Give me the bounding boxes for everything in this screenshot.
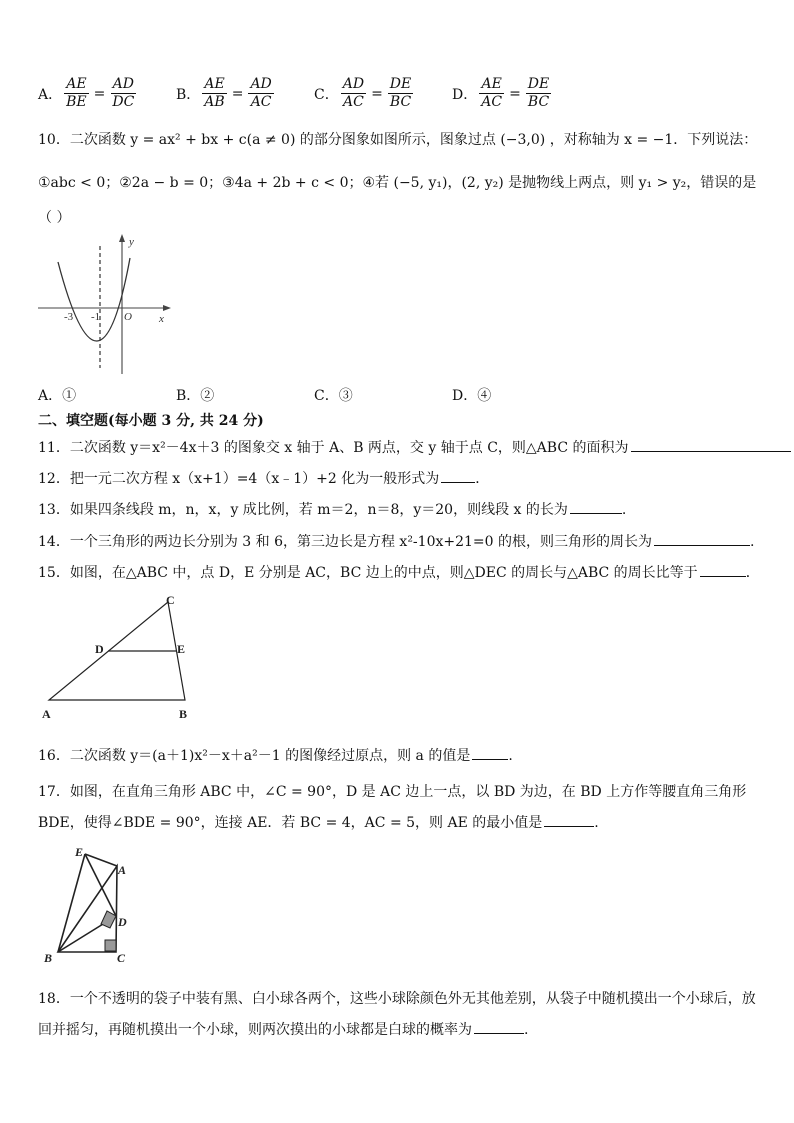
right-angle-mark-d	[101, 911, 116, 928]
q11: 11．二次函数 y＝x²－4x＋3 的图象交 x 轴于 A、B 两点，交 y 轴于点 C，则△ABC 的面积为	[38, 437, 791, 457]
point-e-label: E	[75, 845, 84, 859]
point-c-label: C	[117, 951, 126, 965]
section-heading: 二、填空题(每小题 3 分, 共 24 分)	[38, 413, 264, 429]
x-axis-label: x	[159, 313, 164, 325]
point-a-label: A	[118, 863, 127, 877]
answer-blank	[700, 576, 746, 577]
point-b-label: B	[44, 951, 53, 965]
fraction: $\frac{AD}{AC}$	[342, 76, 365, 110]
q15: 15．如图，在△ABC 中，点 D，E 分别是 AC，BC 边上的中点，则△DEC 的周长与△ABC 的周长比等于 ．	[38, 565, 760, 581]
q10-claims: ①abc < 0；②2a − b = 0；③4a + 2b + c < 0；④若 (−5, y₁)，(2, y₂) 是抛物线上两点，则 y₁ > y₂，错误的是	[38, 175, 757, 191]
q10-option-a: A．①	[38, 388, 77, 404]
q18-line2: 回并摇匀，再随机摸出一个小球，则两次摸出的小球都是白球的概率为 .	[38, 1022, 529, 1038]
q13: 13．如果四条线段 m，n，x，y 成比例，若 m＝2，n＝8，y＝20，则线段 x 的长为 .	[38, 502, 627, 518]
triangle-abc	[58, 866, 117, 952]
point-c-label: C	[166, 593, 175, 607]
origin-label: O	[124, 311, 132, 323]
answer-blank	[472, 759, 508, 760]
x-axis-arrow	[163, 305, 171, 311]
q14: 14．一个三角形的两边长分别为 3 和 6，第三边长是方程 x²-10x+21=0 的根，则三角形的周长为 .	[38, 534, 755, 550]
q9-options	[38, 76, 590, 111]
tick-label-minus-1: -1	[91, 311, 101, 323]
answer-blank	[654, 545, 750, 546]
fraction: $\frac{DE}{BC}$	[389, 76, 412, 110]
y-axis-arrow	[119, 234, 125, 242]
answer-blank	[441, 482, 475, 483]
point-d-label: D	[118, 915, 127, 929]
tick-label-minus-3: -3	[64, 311, 74, 323]
q16: 16．二次函数 y＝(a＋1)x²－x＋a²－1 的图像经过原点，则 a 的值是 .	[38, 748, 513, 764]
q17-triangle-figure	[40, 842, 140, 967]
right-angle-mark-c	[105, 940, 116, 951]
fraction: $\frac{DE}{BC}$	[527, 76, 550, 110]
q10-stem: 10．二次函数 y = ax² + bx + c(a ≠ 0) 的部分图象如图所示，图象过点 (−3,0) ，对称轴为 x = −1．下列说法：	[38, 132, 758, 148]
q10-options	[38, 385, 590, 405]
parabola-curve	[58, 258, 130, 341]
y-axis-label: y	[129, 236, 134, 248]
point-b-label: B	[179, 707, 188, 721]
fraction: $\frac{AD}{AC}$	[250, 76, 272, 110]
q10-option-d: D．④	[452, 388, 492, 404]
q9-option-a: A． $\frac{AE}{BE}$ = $\frac{AD}{DC}$	[38, 76, 135, 110]
answer-blank	[544, 826, 594, 827]
q9-option-b: B． $\frac{AE}{AB}$ = $\frac{AD}{AC}$	[176, 76, 272, 110]
point-d-label: D	[95, 642, 104, 656]
q17-line2: BDE，使得∠BDE = 90°，连接 AE．若 BC = 4，AC = 5，则 AE 的最小值是 .	[38, 815, 599, 831]
fraction: $\frac{AE}{AB}$	[204, 76, 225, 110]
q12: 12．把一元二次方程 x（x+1）=4（x﹣1）+2 化为一般形式为 ．	[38, 471, 490, 487]
q15-triangle-figure	[36, 592, 206, 722]
fraction: $\frac{AE}{AC}$	[481, 76, 503, 110]
q9-option-d: D． $\frac{AE}{AC}$ = $\frac{DE}{BC}$	[452, 76, 550, 110]
q10-answer-paren: （ ）	[38, 210, 71, 226]
fraction: $\frac{AD}{DC}$	[112, 76, 135, 110]
answer-blank	[631, 451, 791, 452]
q9-option-c: C． $\frac{AD}{AC}$ = $\frac{DE}{BC}$	[314, 76, 412, 110]
q18-line1: 18．一个不透明的袋子中装有黑、白小球各两个，这些小球除颜色外无其他差别，从袋子中随机摸出一个小球后，放	[38, 991, 756, 1007]
q10-option-b: B．②	[176, 388, 215, 404]
answer-blank	[570, 513, 622, 514]
answer-blank	[474, 1033, 524, 1034]
fraction: $\frac{AE}{BE}$	[66, 76, 87, 110]
q17-line1: 17．如图，在直角三角形 ABC 中，∠C = 90°，D 是 AC 边上一点，以 BD 为边，在 BD 上方作等腰直角三角形	[38, 784, 747, 800]
q10-option-c: C．③	[314, 388, 353, 404]
q10-parabola-graph	[38, 232, 173, 377]
point-a-label: A	[42, 707, 51, 721]
point-e-label: E	[177, 642, 186, 656]
